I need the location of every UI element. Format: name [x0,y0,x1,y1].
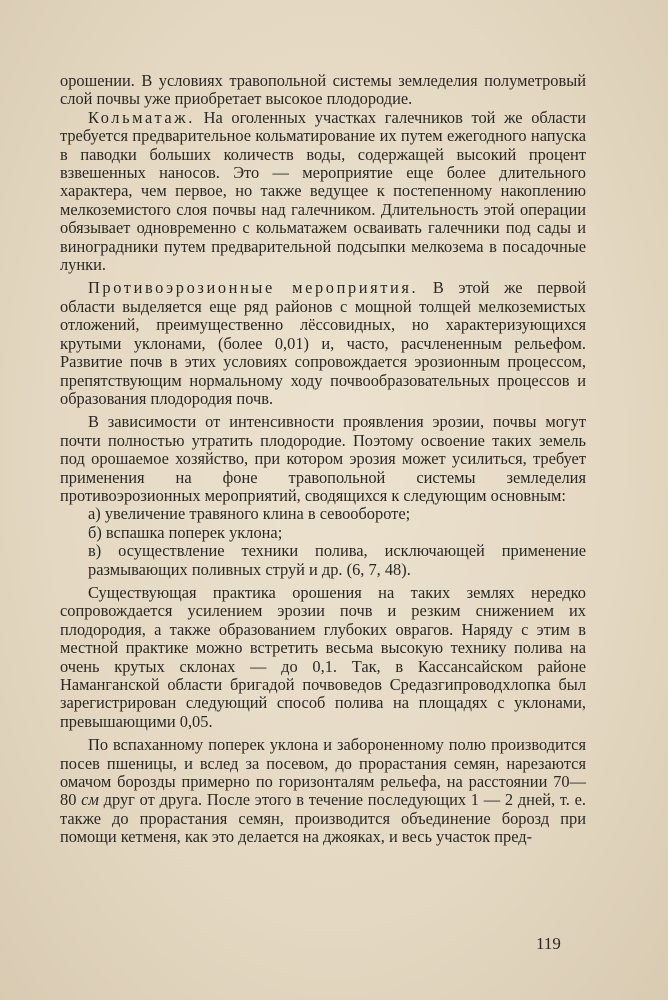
page-text [60,72,586,847]
list-item-b: б) вспашка поперек уклона; [88,522,283,542]
paragraph-plowed-field-part2: друг от друга. После этого в течение последующих 1 — 2 дней, т. е. также до прорастания семян, производится объединение борозд при помощи кетменя, как это делается на джояках, и весь участок пред- [60,790,586,847]
paragraph-irrigation-end: орошении. В условиях травопольной системы земледелия полуметровый слой почвы уже приобретает высокое плодородие. [60,71,586,109]
paragraph-anti-erosion [60,279,586,408]
paragraph-plowed-field-part1: По вспаханному поперек уклона и забороненному полю производится посев пшеницы, и вслед за посевом, до прорастания семян, нарезаются омачом борозды примерно по горизонталям рельефа, на расстоянии 70—80 [60,735,586,810]
paragraph-anti-erosion-body: В этой же первой области выделяется еще ряд районов с мощной толщей мелкоземистых отложений, преимущественно лёссовидных, но характеризующихся крутыми уклонами, (более 0,01) и, часто, расчлененным рельефом. Развитие почв в этих условиях сопровождается эрозионным процессом, препятствующим нормальному ходу почвообразовательных процессов и образования плодородия почв. [60,278,586,408]
paragraph-colmatage [60,109,586,275]
unit-cm: см [81,790,99,810]
paragraph-plowed-field [60,736,586,846]
list-item-a: а) увеличение травяного клина в севообороте; [88,504,411,524]
list-item-c: в) осуществление техники полива, исключающей применение размывающих поливных струй и др. (6, 7, 48). [88,541,586,579]
paragraph-existing-practice: Существующая практика орошения на таких землях нередко сопровождается усилением эрозии почв и резким снижением их плодородия, а также образованием глубоких оврагов. Наряду с этим в местной практике можно встретить весьма высокую технику полива на очень крутых склонах — до 0,1. Так, в Кассансайском районе Наманганской области бригадой почвоведов Средазгипроводхлопка был зарегистрирован следующий способ полива на площадях с уклонами, превышающими 0,05. [60,582,586,731]
page-number: 119 [536,934,561,953]
term-anti-erosion: Противоэрозионные мероприятия. [88,278,419,298]
paragraph-erosion-dependence: В зависимости от интенсивности проявления эрозии, почвы могут почти полностью утратить плодородие. Поэтому освоение таких земель под орошаемое хозяйство, при котором эрозия может усилиться, требует применения на фоне травопольной системы земледелия противоэрозионных мероприятий, сводящихся к следующим основным: [60,412,586,505]
paragraph-colmatage-body: На оголенных участках галечников той же области требуется предварительное кольматирование их путем ежегодного напуска в паводки больших количеств воды, содержащей высокий процент взвешенных наносов. Это — мероприятие еще более длительного характера, чем первое, но также ведущее к постепенному накоплению мелкоземистого слоя почвы над галечником. Длительность этой операции обязывает одновременно с кольматажем осваивать галечники под сады и виноградники путем предварительной подсыпки мелкозема в посадочные лунки. [60,107,586,275]
term-colmatage: Кольматаж. [88,107,195,127]
